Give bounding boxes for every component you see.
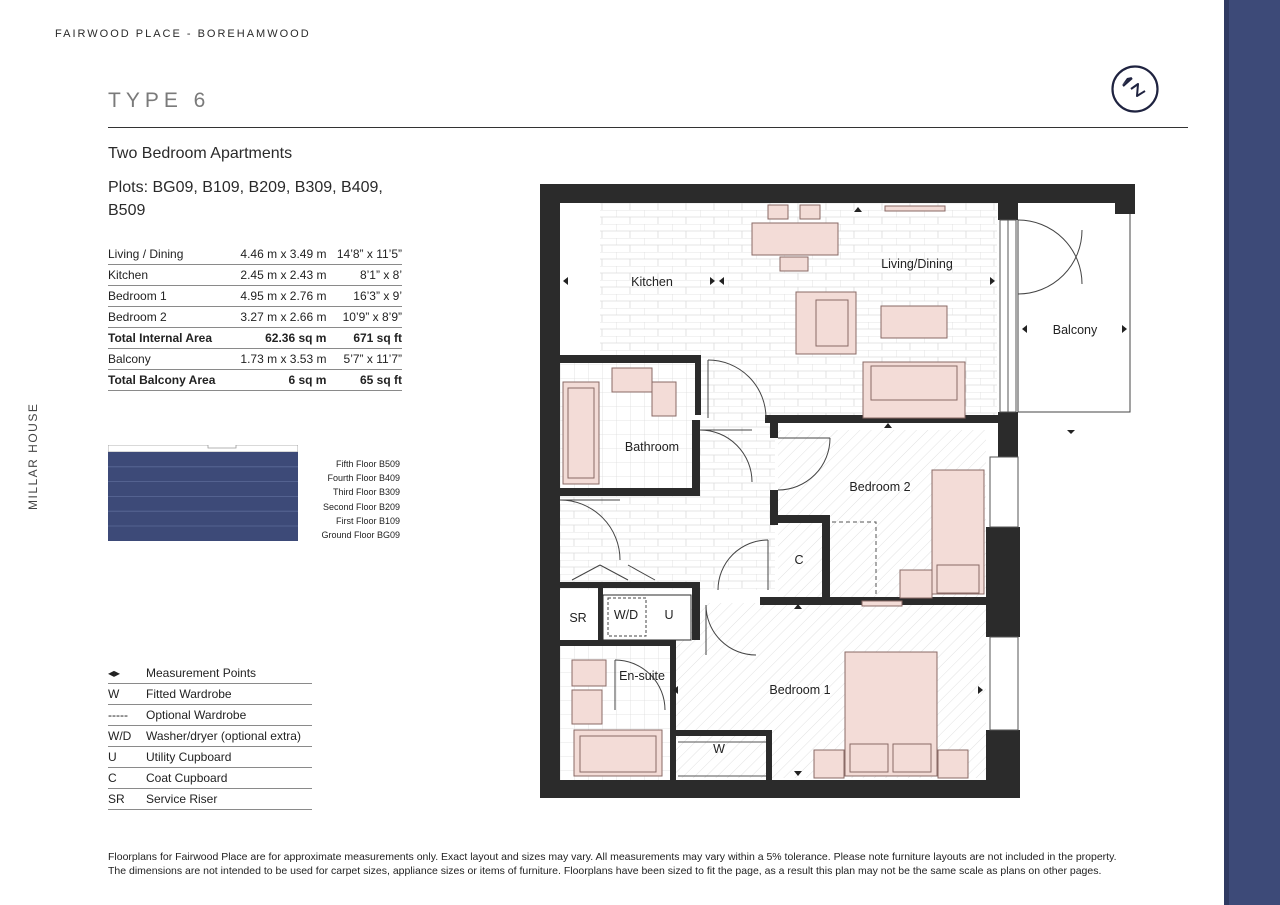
legend-row	[108, 726, 312, 747]
room-label-washer-dryer: W/D	[613, 608, 639, 622]
legend-symbol: W	[108, 684, 146, 705]
legend-symbol: SR	[108, 789, 146, 810]
dimension-room: Bedroom 2	[108, 307, 229, 328]
room-label-coat-cupboard: C	[794, 553, 804, 567]
dimension-metric: 3.27 m x 2.66 m	[229, 307, 328, 328]
legend-row	[108, 684, 312, 705]
disclaimer	[108, 850, 1208, 878]
floor-stack-diagram	[108, 445, 298, 541]
page-title: TYPE 6	[108, 89, 211, 112]
dimension-metric: 62.36 sq m	[229, 328, 328, 349]
room-label-living-dining: Living/Dining	[881, 257, 953, 271]
legend-row	[108, 705, 312, 726]
room-label-bathroom: Bathroom	[624, 440, 680, 454]
dimension-room: Balcony	[108, 349, 229, 370]
dimension-imperial: 5’7” x 11’7”	[328, 349, 402, 370]
legend-symbol: W/D	[108, 726, 146, 747]
legend-text: Fitted Wardrobe	[146, 684, 312, 705]
room-label-kitchen: Kitchen	[631, 275, 673, 289]
floor-label: Third Floor B309	[332, 487, 400, 498]
dimension-imperial: 14’8” x 11’5”	[328, 244, 402, 265]
dimensions-table	[108, 244, 402, 391]
dimension-metric: 1.73 m x 3.53 m	[229, 349, 328, 370]
side-accent-bar	[1224, 0, 1280, 905]
legend-row	[108, 789, 312, 810]
room-label-utility: U	[664, 608, 674, 622]
legend-row	[108, 747, 312, 768]
dimension-imperial: 8’1” x 8’	[328, 265, 402, 286]
side-accent-shadow	[1224, 0, 1229, 905]
plot-numbers: Plots: BG09, B109, B209, B309, B409, B509	[108, 179, 383, 219]
dimension-row	[108, 244, 402, 265]
dimension-imperial: 10’9” x 8’9”	[328, 307, 402, 328]
dimension-row	[108, 349, 402, 370]
disclaimer-line-2: The dimensions are not intended to be used for carpet sizes, appliance sizes or items of furniture. Floorplans have been sized to fit the page, as a result this plan may not be the same scale as plans on other pages.	[108, 865, 1102, 877]
floor-label: Second Floor B209	[322, 501, 400, 512]
development-name: FAIRWOOD PLACE - BOREHAMWOOD	[55, 28, 311, 40]
room-label-service-riser: SR	[569, 611, 587, 625]
dimension-room: Bedroom 1	[108, 286, 229, 307]
dimension-row	[108, 286, 402, 307]
legend-symbol: ◂▸	[108, 663, 146, 684]
room-label-wardrobe: W	[713, 742, 725, 756]
apartment-type: Two Bedroom Apartments	[108, 145, 293, 162]
legend-row	[108, 663, 312, 684]
dimension-metric: 4.95 m x 2.76 m	[229, 286, 328, 307]
legend-text: Measurement Points	[146, 663, 312, 684]
room-label-balcony: Balcony	[1052, 323, 1098, 337]
room-label-bedroom-1: Bedroom 1	[769, 683, 831, 697]
dimension-row	[108, 307, 402, 328]
dimension-imperial: 671 sq ft	[328, 328, 402, 349]
legend-symbol: C	[108, 768, 146, 789]
dimension-imperial: 16’3” x 9’	[328, 286, 402, 307]
plan-legend	[108, 663, 312, 810]
dimension-metric: 2.45 m x 2.43 m	[229, 265, 328, 286]
legend-text: Optional Wardrobe	[146, 705, 312, 726]
dimension-row	[108, 370, 402, 391]
north-compass-icon	[1111, 65, 1161, 115]
title-divider	[108, 127, 1188, 128]
dimension-room: Total Internal Area	[108, 328, 229, 349]
floor-label: First Floor B109	[335, 515, 400, 526]
dimension-metric: 4.46 m x 3.49 m	[229, 244, 328, 265]
dimension-row	[108, 328, 402, 349]
floor-label: Fifth Floor B509	[335, 459, 400, 469]
building-name: MILLAR HOUSE	[26, 402, 40, 510]
legend-symbol: U	[108, 747, 146, 768]
legend-row	[108, 768, 312, 789]
dimension-row	[108, 265, 402, 286]
dimension-imperial: 65 sq ft	[328, 370, 402, 391]
room-label-bedroom-2: Bedroom 2	[849, 480, 911, 494]
legend-symbol: -----	[108, 705, 146, 726]
floor-plan	[530, 180, 1140, 805]
floor-label: Fourth Floor B409	[327, 473, 400, 484]
dimension-metric: 6 sq m	[229, 370, 328, 391]
room-label-en-suite: En-suite	[619, 669, 665, 683]
legend-text: Coat Cupboard	[146, 768, 312, 789]
legend-text: Utility Cupboard	[146, 747, 312, 768]
dimension-room: Kitchen	[108, 265, 229, 286]
floor-label: Ground Floor BG09	[321, 529, 400, 540]
dimension-room: Total Balcony Area	[108, 370, 229, 391]
dimension-room: Living / Dining	[108, 244, 229, 265]
legend-text: Service Riser	[146, 789, 312, 810]
disclaimer-line-1: Floorplans for Fairwood Place are for approximate measurements only. Exact layout and sizes may vary. All measurements may vary within a 5% tolerance. Please note furniture layouts are not included in the property.	[108, 851, 1117, 863]
legend-text: Washer/dryer (optional extra)	[146, 726, 312, 747]
floor-labels	[300, 457, 400, 542]
